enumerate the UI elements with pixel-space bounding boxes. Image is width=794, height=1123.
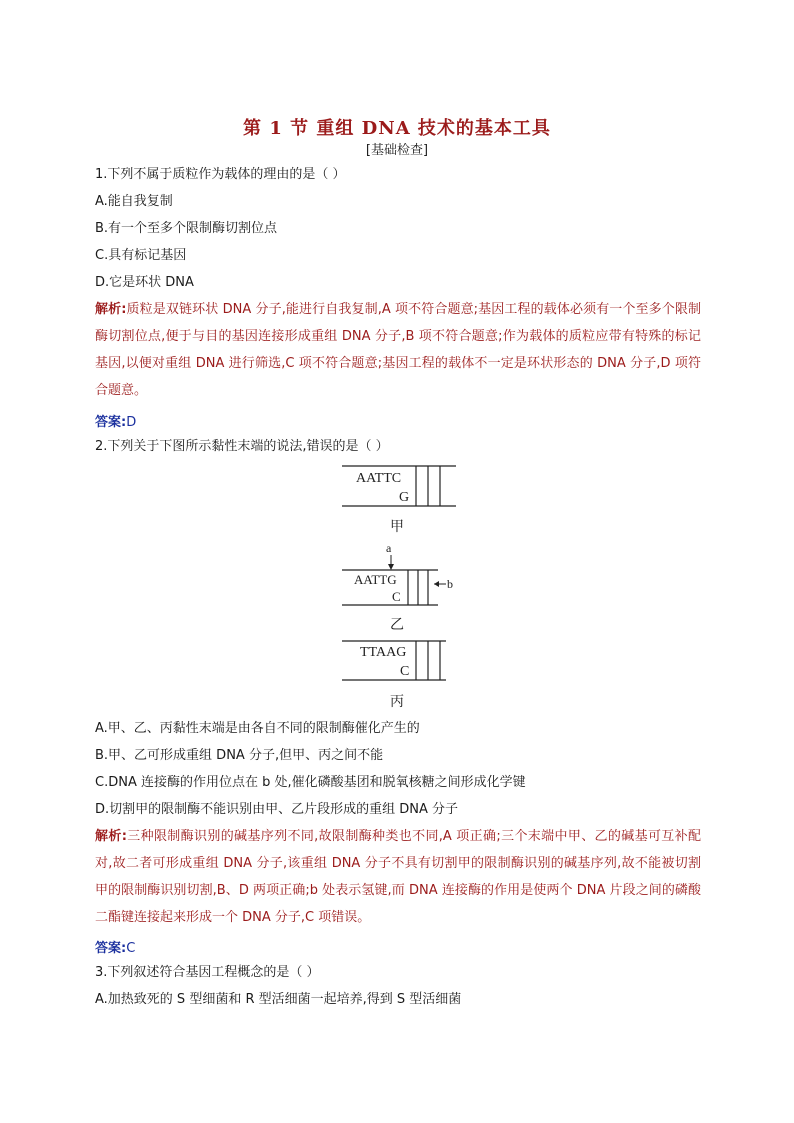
question-2-option-c: C.DNA 连接酶的作用位点在 b 处,催化磷酸基团和脱氧核糖之间形成化学键: [95, 775, 526, 790]
question-2-option-a: A.甲、乙、丙黏性末端是由各自不同的限制酶催化产生的: [95, 721, 420, 736]
question-2-option-b: B.甲、乙可形成重组 DNA 分子,但甲、丙之间不能: [95, 748, 384, 763]
yi-label-a: a: [386, 541, 392, 555]
question-1-analysis: [95, 296, 701, 404]
analysis-text: 三种限制酶识别的碱基序列不同,故限制酶种类也不同,A 项正确;三个末端中甲、乙的碱基可互补配对,故二者可形成重组 DNA 分子,该重组 DNA 分子不具有切割甲的限制酶识别的碱基序列,故不能被切割甲的限制酶识别切割,B、D 两项正确;b 处表示氢键,而 DNA 连接酶的作用是使两个 DNA 片段之间的磷酸二酯键连接起来形成一个 DNA 分子,C 项错误。: [95, 829, 702, 925]
answer-value: D: [126, 415, 137, 430]
question-1-option-b: B.有一个至多个限制酶切割位点: [95, 221, 278, 236]
question-2-option-d: D.切割甲的限制酶不能识别由甲、乙片段形成的重组 DNA 分子: [95, 802, 459, 817]
answer-label: 答案:: [95, 415, 127, 430]
caption-yi: 乙: [390, 617, 404, 633]
fragment-yi: [342, 541, 453, 605]
analysis-text: 质粒是双链环状 DNA 分子,能进行自我复制,A 项不符合题意;基因工程的载体必须有一个至多个限制酶切割位点,便于与目的基因连接形成重组 DNA 分子,B 项不符合题意;作为载体的质粒应带有特殊的标记基因,以便对重组 DNA 进行筛选,C 项不符合题意;基因工程的载体不一定是环状形态的 DNA 分子,D 项符合题意。: [95, 302, 701, 398]
yi-top-seq: AATTG: [354, 572, 397, 587]
fragment-jia: [342, 466, 456, 506]
jia-top-seq: AATTC: [356, 471, 402, 486]
question-1-option-d: D.它是环状 DNA: [95, 275, 194, 290]
question-2-analysis: [95, 823, 701, 931]
question-1-option-c: C.具有标记基因: [95, 248, 187, 263]
question-1-answer: [95, 411, 136, 430]
caption-jia: 甲: [390, 519, 404, 535]
page-title: 第 1 节 重组 DNA 技术的基本工具: [243, 118, 551, 139]
jia-bottom-seq: G: [399, 490, 410, 505]
analysis-label: 解析:: [95, 302, 127, 317]
caption-bing: 丙: [390, 694, 404, 710]
section-subtitle: [基础检查]: [365, 143, 429, 158]
bing-bottom-seq: C: [400, 664, 410, 679]
yi-label-b: b: [447, 577, 453, 591]
analysis-label: 解析:: [95, 829, 127, 844]
question-3-option-a: A.加热致死的 S 型细菌和 R 型活细菌一起培养,得到 S 型活细菌: [95, 992, 462, 1007]
question-2-stem: 2.下列关于下图所示黏性末端的说法,错误的是（ ）: [95, 439, 389, 454]
yi-bottom-seq: C: [392, 589, 401, 604]
answer-value: C: [126, 941, 136, 956]
question-1-option-a: A.能自我复制: [95, 194, 173, 209]
answer-label: 答案:: [95, 941, 127, 956]
bing-top-seq: TTAAG: [360, 645, 407, 660]
fragment-bing: [342, 641, 446, 680]
question-1-stem: 1.下列不属于质粒作为载体的理由的是（ ）: [95, 167, 346, 182]
question-2-answer: [95, 937, 135, 956]
sticky-ends-diagram: [0, 460, 794, 710]
question-3-stem: 3.下列叙述符合基因工程概念的是（ ）: [95, 965, 320, 980]
